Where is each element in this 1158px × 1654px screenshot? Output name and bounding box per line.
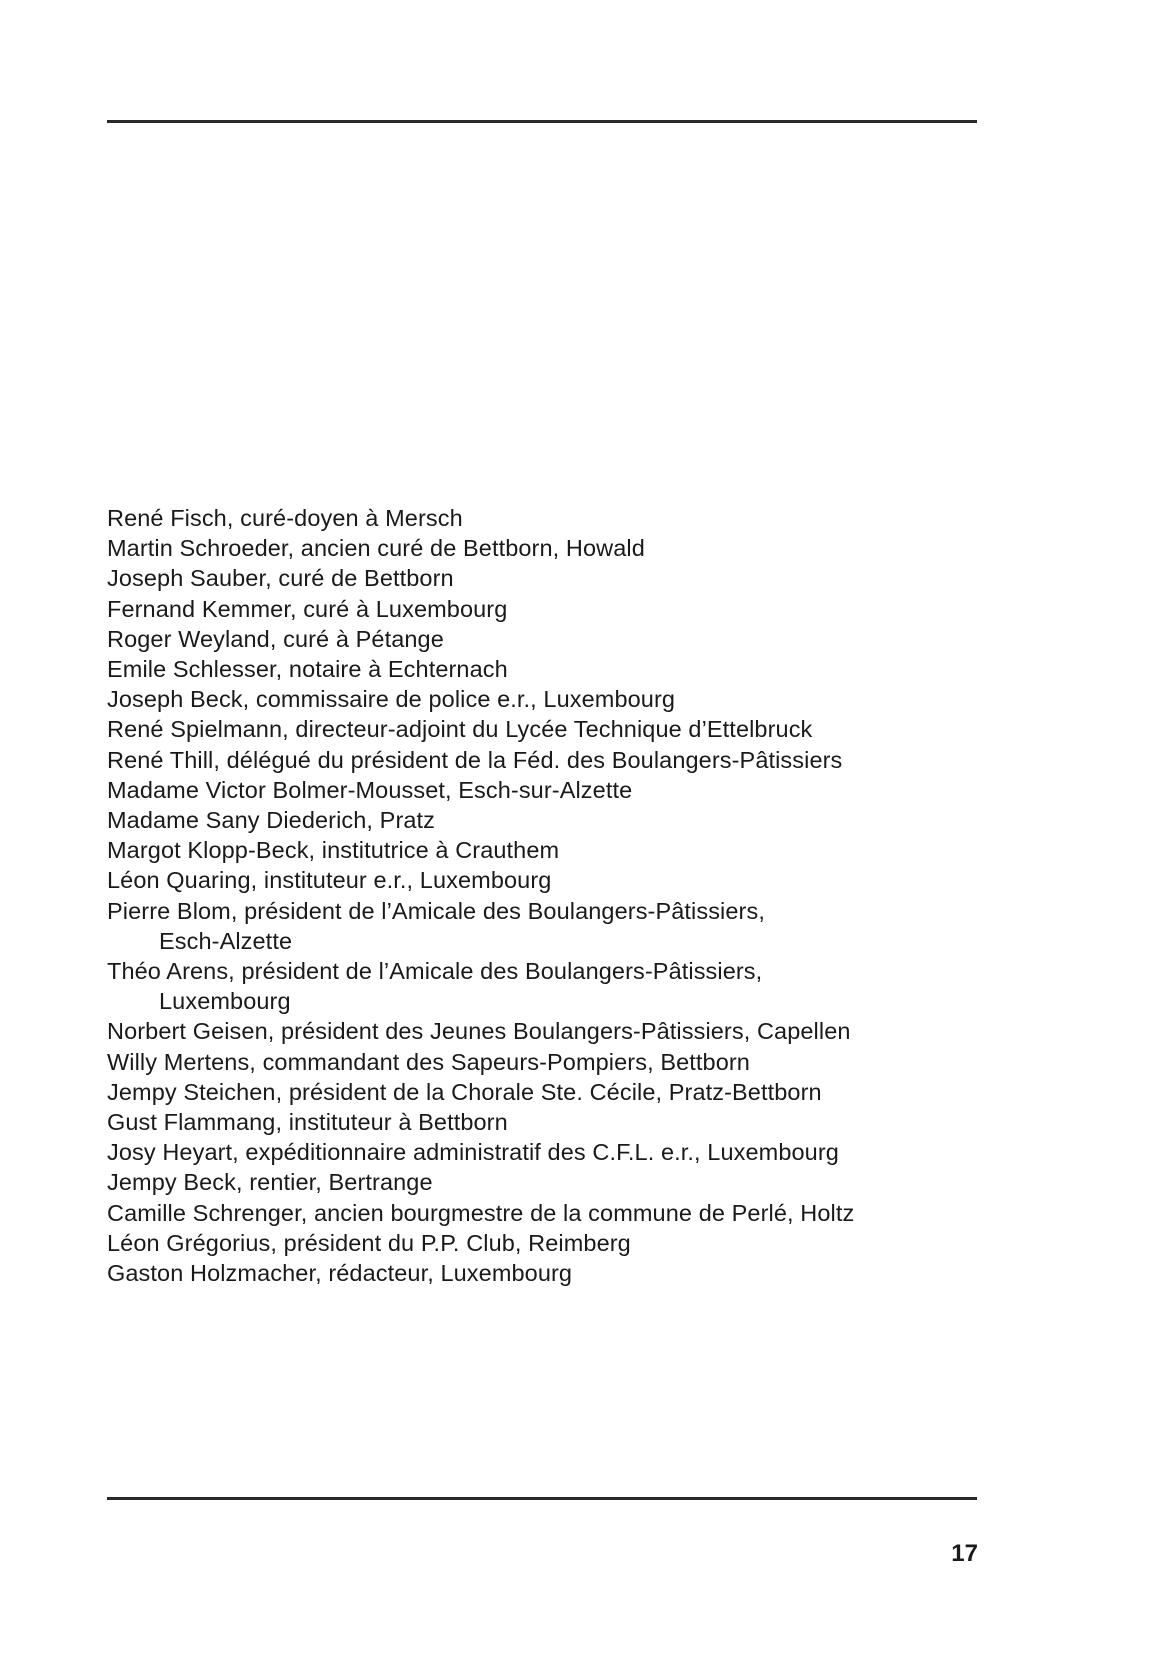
list-item [107,1016,1067,1046]
entry-text: Gaston Holzmacher, rédacteur, Luxembourg [107,1260,573,1287]
entry-text: Léon Grégorius, président du P.P. Club, Reimberg [107,1229,631,1256]
list-item [107,1258,1067,1288]
entry-text: Jempy Steichen, président de la Chorale Ste. Cécile, Pratz-Bettborn [107,1078,822,1105]
list-item [107,835,1067,865]
entry-text: Margot Klopp-Beck, institutrice à Crauthem [107,837,560,864]
list-item [107,1107,1067,1137]
entry-text: Pierre Blom, président de l’Amicale des Boulangers-Pâtissiers, [107,897,765,924]
entry-text: Joseph Sauber, curé de Bettborn [107,565,454,592]
list-item [107,654,1067,684]
list-item [107,594,1067,624]
entry-text: Willy Mertens, commandant des Sapeurs-Pompiers, Bettborn [107,1048,750,1075]
list-item [107,714,1067,744]
entry-text: Jempy Beck, rentier, Bertrange [107,1169,433,1196]
entry-text: Emile Schlesser, notaire à Echternach [107,656,508,683]
entry-text: René Fisch, curé-doyen à Mersch [107,505,463,531]
list-item [107,1137,1067,1167]
entry-text: Fernand Kemmer, curé à Luxembourg [107,595,508,622]
entry-text: Camille Schrenger, ancien bourgmestre de la commune de Perlé, Holtz [107,1199,855,1226]
entry-text: Madame Victor Bolmer-Mousset, Esch-sur-Alzette [107,776,633,803]
attendee-list [107,503,1067,1288]
list-item [107,1167,1067,1197]
list-item [107,503,1067,533]
entry-continuation: Esch-Alzette [159,927,293,954]
entry-text: Gust Flammang, instituteur à Bettborn [107,1109,508,1136]
list-item [107,1198,1067,1228]
list-item [107,533,1067,563]
list-item [107,956,1067,1016]
list-item [107,1047,1067,1077]
list-item [107,624,1067,654]
top-rule [107,120,977,123]
list-item [107,684,1067,714]
bottom-rule [107,1497,977,1500]
list-item [107,775,1067,805]
entry-text: René Thill, délégué du président de la Féd. des Boulangers-Pâtissiers [107,746,843,773]
list-item [107,1077,1067,1107]
entry-text: Roger Weyland, curé à Pétange [107,625,444,652]
list-item [107,896,1067,956]
entry-text: Josy Heyart, expéditionnaire administratif des C.F.L. e.r., Luxembourg [107,1139,839,1166]
entry-text: Léon Quaring, instituteur e.r., Luxembourg [107,867,552,894]
entry-text: Martin Schroeder, ancien curé de Bettborn, Howald [107,535,645,562]
list-item [107,805,1067,835]
entry-text: René Spielmann, directeur-adjoint du Lycée Technique d’Ettelbruck [107,716,813,743]
entry-text: Théo Arens, président de l’Amicale des Boulangers-Pâtissiers, [107,958,763,985]
entry-text: Madame Sany Diederich, Pratz [107,807,436,834]
entry-text: Norbert Geisen, président des Jeunes Boulangers-Pâtissiers, Capellen [107,1018,851,1045]
list-item [107,563,1067,593]
page-number: 17 [951,1540,978,1567]
entry-text: Joseph Beck, commissaire de police e.r., Luxembourg [107,686,676,713]
list-item [107,1228,1067,1258]
list-item [107,865,1067,895]
entry-continuation: Luxembourg [159,988,291,1015]
list-item [107,745,1067,775]
